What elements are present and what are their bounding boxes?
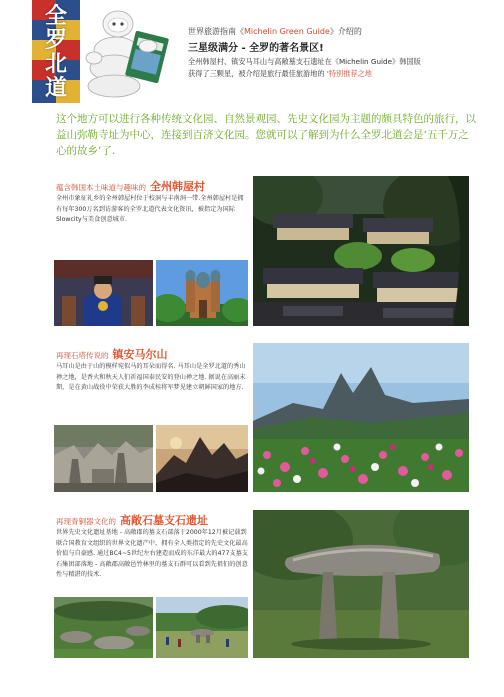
title-char-3: 北 (44, 51, 67, 77)
guide-intro-line: 世界旅游指南《Michelin Green Guide》介绍的 (188, 27, 362, 36)
photo-cathedral (156, 260, 248, 326)
header-headline: 三星级满分 - 全罗的著名景区! (188, 43, 324, 54)
section-title-dolmen: 再现青铜器文化的 高敞石墓支石遗址 (56, 514, 208, 527)
section-text-hanok: 全州市象征礼乡的全州韩屋村位于校洞与丰南洞一带.全州韩屋村是拥有每年300万名到访游客的全罗北道代表文化资讯，被指定为国际Slowcity与美食创意城市. (56, 195, 244, 223)
header-desc-line2: 获得了三颗星，被介绍是旅行最佳旅游地的 '特别推荐之地 (188, 69, 372, 78)
intro-paragraph: 这个地方可以进行各种传统文化园、自然景观园、先史文化园为主题的颇具特色的旅行，以益山弥勒寺址为中心，连接到百济文化园。您就可以了解到为什么全罗北道会是‘五千万之心的故乡’了. (56, 113, 476, 157)
photo-cosmos-field (253, 343, 469, 492)
header-text-block (188, 26, 500, 80)
title-char-4: 道 (44, 75, 67, 101)
title-char-2: 罗 (44, 27, 67, 53)
section-text-dolmen: 世界先史文化遗址基地 - 高敞郡的墓支石部落于2000年12月被记载到联合国教育文组织的世界文化遗产中，拥有全人类指定的先史文化最高价值与自豪感. 通过BC4~5世纪左右建造而成的东洋最大的477支墓支石集团部落地 - 高敞郡高敞邑竹林里的墓支石群可以看到先祖们的创意性与精湛的技术. (56, 529, 248, 578)
page-header (0, 0, 504, 103)
region-title-tile (32, 0, 80, 103)
title-char-1: 全 (44, 3, 67, 29)
recommended-highlight: 特别推荐之地 (328, 69, 372, 78)
section-title-hanok: 蕴含韩国本土味道与趣味的 全州韩屋村 (56, 180, 205, 193)
photo-stone-pagodas (54, 425, 153, 492)
section-title-maisan: 再现石塔传说的 镇安马尔山 (56, 348, 168, 361)
photo-royal-portrait (54, 260, 153, 326)
michelin-mascot-icon (84, 6, 178, 98)
header-desc-line1: 全州韩屋村、镇安马耳山与高敞墓支石遗址在《Michelin Guide》韩国版 (188, 57, 421, 66)
photo-dolmen-closeup (253, 510, 469, 658)
photo-dolmen-field (54, 597, 153, 658)
photo-dolmen-park (156, 597, 248, 658)
photo-maisan-sunset (156, 425, 248, 492)
section-text-maisan: 马耳山是由于山的模样宛似马的耳朵而得名. 马耳山是全罗北道的秀山禅之地，是香火和秋天人们祈福国泰民安的登山禅之地. 据说在高丽末期，是在黄山战役中荣获大胜的李成桂将军梦见建立朝鲜国家的地方. (56, 363, 246, 391)
guide-name: Michelin Green Guide (244, 27, 330, 36)
photo-hanok-village (253, 176, 469, 326)
